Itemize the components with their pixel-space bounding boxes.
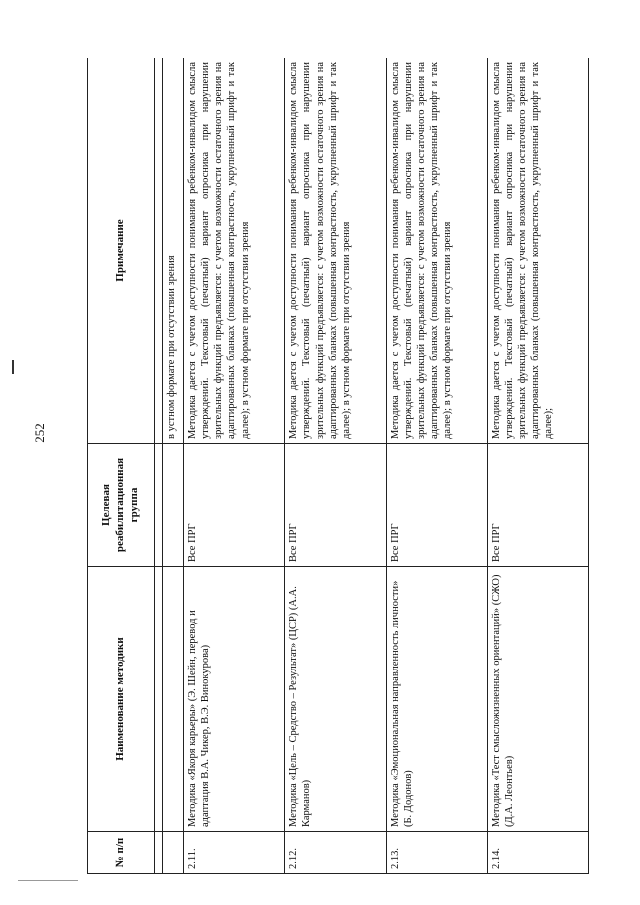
methods-table (87, 58, 589, 874)
page-number: 252 (31, 423, 47, 443)
table-row (386, 58, 487, 874)
row-method-name: Методика «Цель – Средство – Результат» (ЦСР) (А.А. Карманов) (285, 567, 386, 832)
row-target-group: Все ПРГ (487, 444, 588, 567)
methods-table-rotated (87, 58, 589, 874)
header-name: Наименование методики (88, 567, 155, 832)
row-method-name: Методика «Якоря карьеры» (Э. Шейн, перевод и адаптация В.А. Чикер, В.Э. Винокурова) (184, 567, 285, 832)
table-row (285, 58, 386, 874)
header-note: Примечание (88, 58, 155, 444)
header-group: Целевая реабилитационная группа (88, 444, 155, 567)
header-num: № п/п (88, 832, 155, 874)
row-target-group: Все ПРГ (184, 444, 285, 567)
table-row-continuation (163, 58, 184, 874)
row-num: 2.11. (184, 832, 285, 874)
row-target-group: Все ПРГ (285, 444, 386, 567)
scan-mark (12, 360, 14, 374)
continuation-note: в устном формате при отсутствии зрения (163, 58, 184, 444)
row-method-name: Методика «Тест смысложизненных ориентаций» (СЖО) (Д.А. Леонтьев) (487, 567, 588, 832)
table-row (184, 58, 285, 874)
row-num: 2.13. (386, 832, 487, 874)
methods-table-container (87, 58, 589, 874)
row-note: Методика дается с учетом доступности понимания ребенком-инвалидом смысла утверждений. Текстовый (печатный) вариант опросника при нарушении зрительных функций предъявляется: с учетом возможности остаточного зрения на адаптированных бланках (повышенная контрастность, укрупненный шрифт и так далее); (487, 58, 588, 444)
table-header-row (88, 58, 155, 874)
row-target-group: Все ПРГ (386, 444, 487, 567)
row-method-name: Методика «Эмоциональная направленность личности» (Б. Додонов) (386, 567, 487, 832)
scan-line (18, 880, 78, 881)
row-note: Методика дается с учетом доступности понимания ребенком-инвалидом смысла утверждений. Текстовый (печатный) вариант опросника при нарушении зрительных функций предъявляется: с учетом возможности остаточного зрения на адаптированных бланках (повышенная контрастность, укрупненный шрифт и так далее); в устном формате при отсутствии зрения (285, 58, 386, 444)
table-row (487, 58, 588, 874)
table-spacer-row (155, 58, 163, 874)
row-note: Методика дается с учетом доступности понимания ребенком-инвалидом смысла утверждений. Текстовый (печатный) вариант опросника при нарушении зрительных функций предъявляется: с учетом возможности остаточного зрения на адаптированных бланках (повышенная контрастность, укрупненный шрифт и так далее); в устном формате при отсутствии зрения (184, 58, 285, 444)
row-note: Методика дается с учетом доступности понимания ребенком-инвалидом смысла утверждений. Текстовый (печатный) вариант опросника при нарушении зрительных функций предъявляется: с учетом возможности остаточного зрения на адаптированных бланках (повышенная контрастность, укрупненный шрифт и так далее); в устном формате при отсутствии зрения (386, 58, 487, 444)
row-num: 2.12. (285, 832, 386, 874)
row-num: 2.14. (487, 832, 588, 874)
